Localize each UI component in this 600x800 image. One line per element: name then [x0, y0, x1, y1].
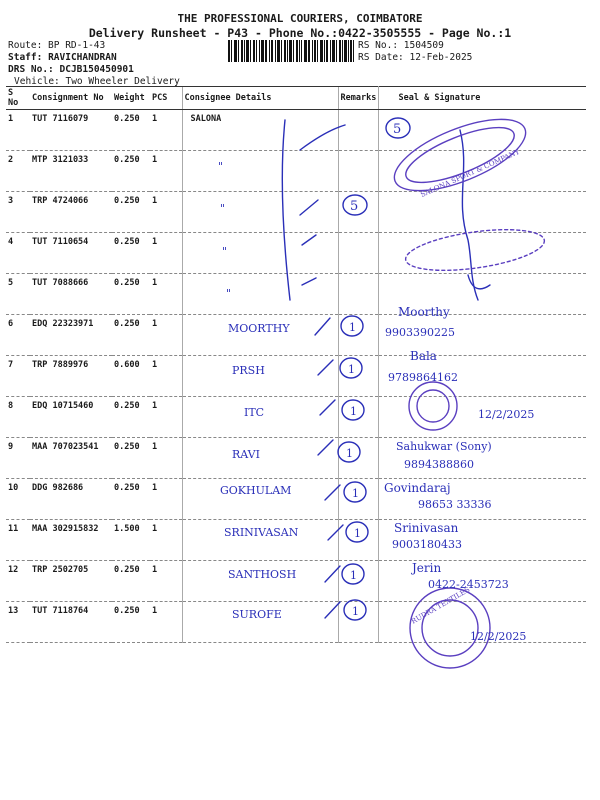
rs-date: RS Date: 12-Feb-2025 — [358, 52, 473, 63]
signature-text: Govindaraj — [384, 481, 451, 495]
row-consignee — [182, 520, 338, 561]
row-sno: 3 — [6, 192, 30, 233]
row-weight: 0.600 — [112, 356, 150, 397]
staff-line — [8, 52, 117, 64]
row-signature — [378, 315, 586, 356]
handwritten-name: PRSH — [232, 364, 265, 377]
table-row — [6, 274, 586, 315]
row-sno: 11 — [6, 520, 30, 561]
table-row — [6, 479, 586, 520]
handwritten-name: RAVI — [232, 448, 260, 461]
handwritten-name: ITC — [244, 406, 265, 419]
row-consignment-no: MAA 302915832 — [30, 520, 112, 561]
row-weight: 0.250 — [112, 110, 150, 151]
row-consignment-no: EDQ 22323971 — [30, 315, 112, 356]
row-sno: 12 — [6, 561, 30, 602]
drs-value: DCJB150450901 — [59, 64, 134, 75]
ditto-mark: " — [218, 160, 224, 173]
row-consignee — [182, 274, 338, 315]
signature-text: Sahukwar (Sony) — [396, 440, 492, 453]
row-consignee — [182, 479, 338, 520]
row-consignee — [182, 192, 338, 233]
row-consignment-no: TRP 4724066 — [30, 192, 112, 233]
remark-number: 1 — [346, 447, 353, 460]
stamp-text: SALONA SPORT & COMPANY — [419, 147, 521, 199]
row-pcs: 1 — [150, 520, 182, 561]
row-weight: 0.250 — [112, 274, 150, 315]
row-consignee — [182, 356, 338, 397]
row-consignment-no: TUT 7088666 — [30, 274, 112, 315]
row-pcs: 1 — [150, 233, 182, 274]
vehicle-line: Vehicle: Two Wheeler Delivery — [14, 76, 180, 87]
row-weight: 0.250 — [112, 438, 150, 479]
col-remarks: Remarks — [338, 87, 378, 110]
row-sno: 5 — [6, 274, 30, 315]
table-row — [6, 233, 586, 274]
handwritten-name: GOKHULAM — [220, 484, 292, 497]
table-row — [6, 356, 586, 397]
ditto-mark: " — [226, 287, 232, 300]
staff-value: RAVICHANDRAN — [48, 52, 117, 63]
row-consignee — [182, 315, 338, 356]
signature-phone: 98653 33336 — [418, 498, 492, 511]
row-sno: 2 — [6, 151, 30, 192]
col-consignment-no: Consignment No — [30, 87, 112, 110]
row-signature — [378, 233, 586, 274]
remark-number: 1 — [354, 527, 361, 540]
signature-phone: 9789864162 — [388, 371, 458, 384]
table-row — [6, 602, 586, 643]
remark-number: 1 — [349, 321, 356, 334]
remark-number: 1 — [350, 405, 357, 418]
remark-number: 1 — [352, 487, 359, 500]
row-remarks — [338, 315, 378, 356]
signature-text: Srinivasan — [394, 521, 459, 535]
drs-label: DRS No.: — [8, 64, 54, 75]
row-remarks — [338, 274, 378, 315]
row-sno: 6 — [6, 315, 30, 356]
row-remarks — [338, 397, 378, 438]
row-consignee — [182, 151, 338, 192]
handwritten-name: SANTHOSH — [228, 568, 297, 581]
drs-line — [8, 64, 134, 76]
table-header-row — [6, 87, 586, 110]
row-remarks — [338, 233, 378, 274]
table-row — [6, 561, 586, 602]
row-pcs: 1 — [150, 315, 182, 356]
row-sno: 8 — [6, 397, 30, 438]
row-sno: 4 — [6, 233, 30, 274]
row-remarks — [338, 479, 378, 520]
runsheet-table — [6, 86, 586, 643]
signature-phone: 9894388860 — [404, 458, 474, 471]
row-signature — [378, 151, 586, 192]
signature-text: Moorthy — [398, 305, 450, 319]
row-pcs: 1 — [150, 438, 182, 479]
row-consignment-no: TRP 7889976 — [30, 356, 112, 397]
handwritten-name: SRINIVASAN — [224, 526, 299, 539]
row-signature — [378, 110, 586, 151]
route-line: Route: BP RD-1-43 — [8, 40, 106, 51]
row-signature — [378, 602, 586, 643]
signature-text: Bala — [410, 349, 437, 363]
row-remarks — [338, 356, 378, 397]
row-consignment-no: MTP 3121033 — [30, 151, 112, 192]
row-pcs: 1 — [150, 561, 182, 602]
ditto-mark: " — [222, 245, 228, 258]
row-consignment-no: TRP 2502705 — [30, 561, 112, 602]
row-consignee — [182, 561, 338, 602]
remark-number: 1 — [350, 569, 357, 582]
row-signature — [378, 438, 586, 479]
row-signature — [378, 356, 586, 397]
row-signature — [378, 479, 586, 520]
row-consignment-no: TUT 7118764 — [30, 602, 112, 643]
row-remarks — [338, 151, 378, 192]
row-sno: 10 — [6, 479, 30, 520]
table-row — [6, 397, 586, 438]
runsheet-subtitle: Delivery Runsheet - P43 - Phone No.:0422-3505555 - Page No.:1 — [88, 26, 512, 40]
row-pcs: 1 — [150, 151, 182, 192]
remark-number: 1 — [352, 605, 359, 618]
row-remarks — [338, 438, 378, 479]
table-row — [6, 110, 586, 151]
row-pcs: 1 — [150, 397, 182, 438]
row-consignment-no: MAA 707023541 — [30, 438, 112, 479]
row-weight: 0.250 — [112, 602, 150, 643]
row-signature — [378, 397, 586, 438]
signature-date: 12/2/2025 — [478, 408, 535, 421]
barcode — [228, 40, 354, 62]
row-consignee — [182, 602, 338, 643]
row-pcs: 1 — [150, 356, 182, 397]
table-row — [6, 315, 586, 356]
col-seal-signature: Seal & Signature — [378, 87, 586, 110]
col-sno: S No — [6, 87, 30, 110]
row-weight: 0.250 — [112, 479, 150, 520]
remark-number: 1 — [348, 363, 355, 376]
row-sno: 7 — [6, 356, 30, 397]
signature-phone: 0422-2453723 — [428, 578, 509, 591]
row-weight: 0.250 — [112, 192, 150, 233]
table-row — [6, 520, 586, 561]
table-row — [6, 151, 586, 192]
table-row — [6, 438, 586, 479]
row-pcs: 1 — [150, 110, 182, 151]
row-weight: 0.250 — [112, 561, 150, 602]
row-consignment-no: DDG 982686 — [30, 479, 112, 520]
remark-number: 5 — [350, 199, 359, 214]
row-pcs: 1 — [150, 274, 182, 315]
row-signature — [378, 520, 586, 561]
row-consignee: SALONA — [182, 110, 338, 151]
signature-text: Jerin — [412, 561, 442, 575]
staff-label: Staff: — [8, 52, 43, 63]
row-consignee — [182, 233, 338, 274]
row-weight: 0.250 — [112, 151, 150, 192]
signature-phone: 9903390225 — [385, 326, 455, 339]
table-row — [6, 192, 586, 233]
col-pcs: PCS — [150, 87, 182, 110]
row-weight: 0.250 — [112, 315, 150, 356]
row-signature — [378, 192, 586, 233]
row-signature — [378, 561, 586, 602]
row-weight: 1.500 — [112, 520, 150, 561]
row-weight: 0.250 — [112, 397, 150, 438]
col-consignee-details: Consignee Details — [182, 87, 338, 110]
row-remarks — [338, 110, 378, 151]
row-remarks — [338, 561, 378, 602]
row-weight: 0.250 — [112, 233, 150, 274]
ditto-mark: " — [220, 202, 226, 215]
row-remarks — [338, 602, 378, 643]
rs-number: RS No.: 1504509 — [358, 40, 444, 51]
stamp-text: RUDRA TEXTILES — [410, 585, 472, 626]
row-sno: 13 — [6, 602, 30, 643]
row-consignee — [182, 438, 338, 479]
row-signature — [378, 274, 586, 315]
row-consignment-no: TUT 7116079 — [30, 110, 112, 151]
row-pcs: 1 — [150, 479, 182, 520]
row-sno: 1 — [6, 110, 30, 151]
signature-date: 12/2/2025 — [470, 630, 527, 643]
row-consignee — [182, 397, 338, 438]
remark-number: 5 — [393, 122, 402, 137]
company-title: THE PROFESSIONAL COURIERS, COIMBATORE — [177, 12, 423, 25]
row-remarks — [338, 520, 378, 561]
handwritten-name: MOORTHY — [228, 322, 290, 335]
row-pcs: 1 — [150, 192, 182, 233]
handwritten-name: SUROFE — [232, 608, 282, 621]
row-sno: 9 — [6, 438, 30, 479]
row-remarks — [338, 192, 378, 233]
col-weight: Weight — [112, 87, 150, 110]
row-pcs: 1 — [150, 602, 182, 643]
signature-phone: 9003180433 — [392, 538, 462, 551]
row-consignment-no: EDQ 10715460 — [30, 397, 112, 438]
row-consignment-no: TUT 7110654 — [30, 233, 112, 274]
